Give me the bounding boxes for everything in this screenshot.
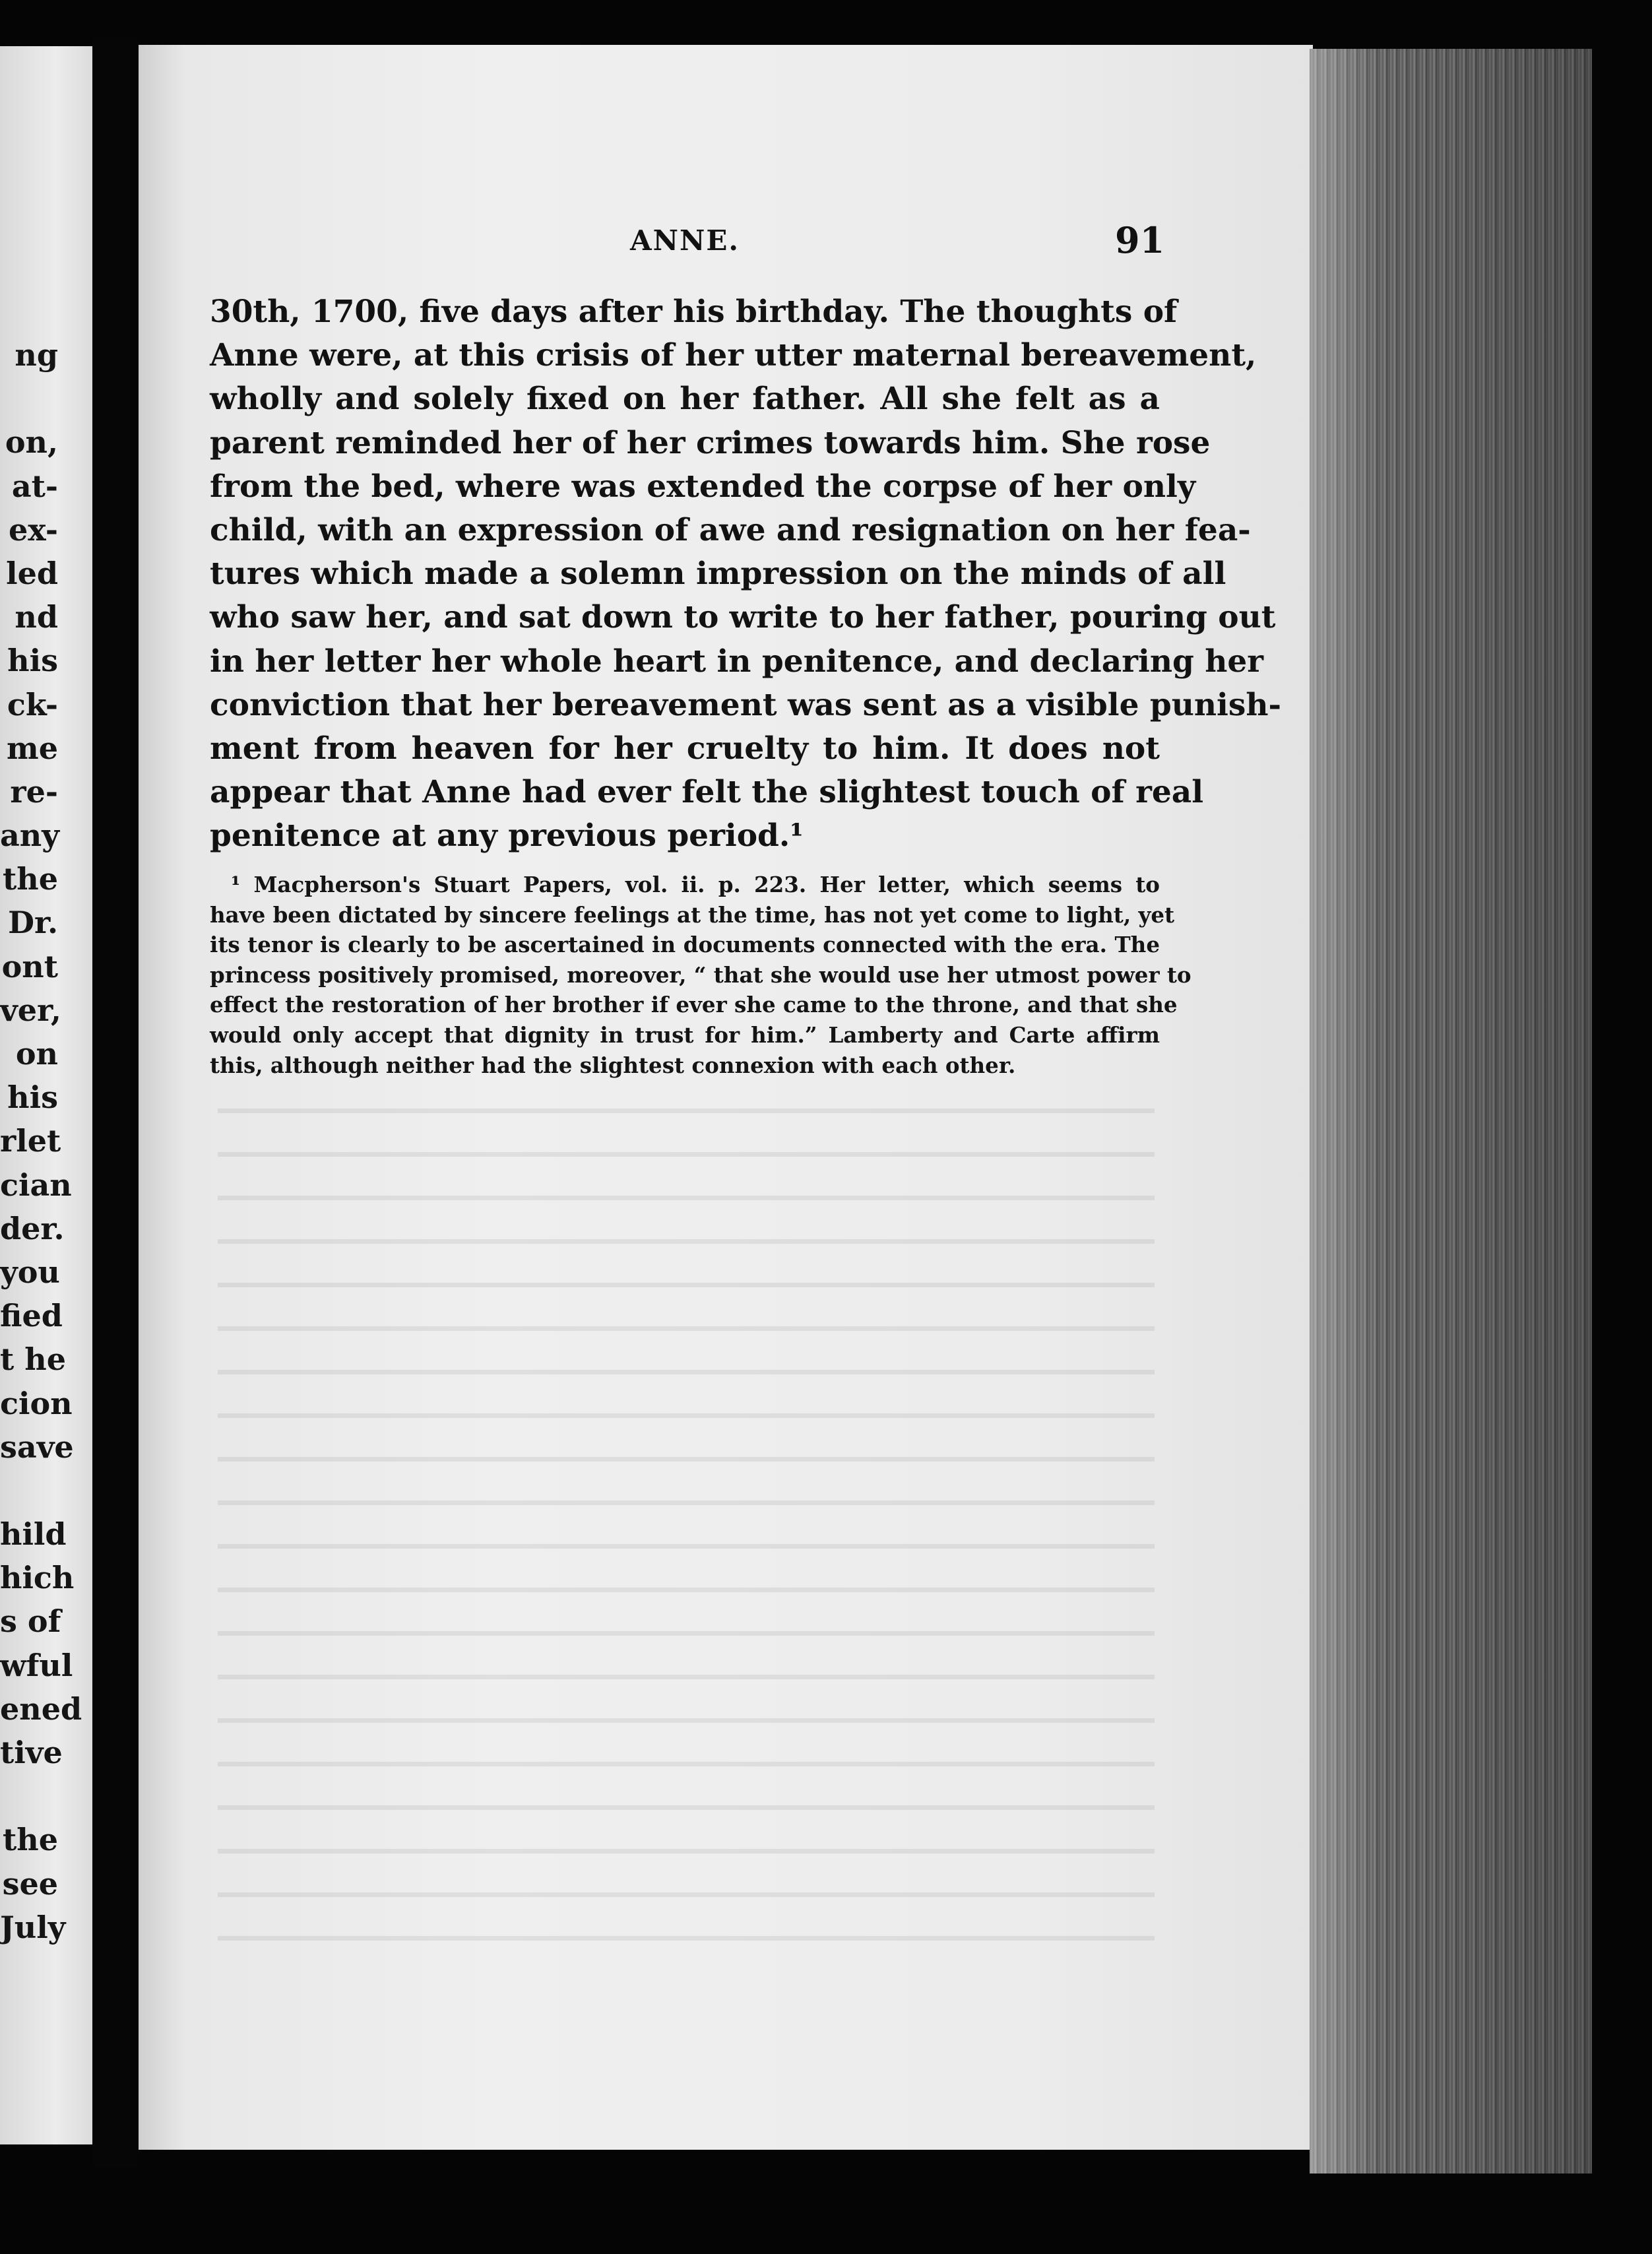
left-page-text-fragments (0, 333, 82, 1949)
footnote (210, 870, 1191, 1080)
footnote-line: ¹ Macpherson's Stuart Papers, vol. ii. p. 223. Her letter, which seems to (231, 872, 1160, 897)
left-page-fragment: ck- (7, 686, 58, 723)
left-page-fragment: the (3, 1822, 58, 1858)
left-page-fragment: me (7, 730, 58, 766)
body-line: penitence at any previous period.¹ (210, 818, 804, 854)
left-page-fragment (0, 377, 58, 420)
body-line: 30th, 1700, five days after his birthday. The thoughts of (210, 294, 1178, 330)
left-page-fragment: fied (0, 1298, 63, 1334)
left-page-fragment: der. (0, 1210, 65, 1246)
left-page-fragment (0, 1469, 58, 1512)
body-line: from the bed, where was extended the corpse of her only (210, 468, 1196, 505)
running-head: ANNE. (630, 224, 740, 257)
left-page-fragment: ver, (0, 992, 61, 1028)
footnote-line: would only accept that dignity in trust for him.” Lamberty and Carte affirm (210, 1021, 1160, 1048)
left-page-fragment: led (6, 555, 58, 591)
left-page-fragment: July (0, 1909, 66, 1945)
left-page-fragment: Dr. (8, 905, 58, 941)
left-page-fragment: hild (0, 1516, 67, 1553)
left-page-fragment: save (0, 1429, 74, 1465)
left-page-fragment: rlet (0, 1123, 61, 1159)
footnote-line: have been dictated by sincere feelings at the time, has not yet come to light, yet (210, 901, 1175, 928)
footnote-line: effect the restoration of her brother if ever she came to the throne, and that she (210, 992, 1178, 1018)
left-page-fragment: see (2, 1865, 58, 1902)
body-line: appear that Anne had ever felt the slightest touch of real (210, 774, 1204, 811)
left-page-fragment: s of (0, 1603, 61, 1640)
footnote-line: this, although neither had the slightest connexion with each other. (210, 1052, 1016, 1078)
left-page-fragment: ng (15, 337, 58, 373)
left-page-fragment: nd (15, 599, 58, 635)
left-page-fragment: ened (0, 1690, 82, 1727)
footnote-line: princess positively promised, moreover, “ that she would use her utmost power to (210, 961, 1191, 988)
body-line: child, with an expression of awe and resignation on her fea- (210, 511, 1251, 548)
show-through-text (218, 1082, 1155, 1947)
left-page-fragment: his (7, 643, 58, 679)
left-page-fragment: any (0, 818, 59, 854)
body-paragraph (210, 290, 1282, 858)
left-page-fragment: t he (0, 1341, 66, 1378)
footnote-line: its tenor is clearly to be ascertained in documents connected with the era. The (210, 932, 1160, 958)
left-page-fragment: you (0, 1254, 60, 1290)
left-page-fragment: cion (0, 1385, 73, 1421)
left-page-fragment: his (7, 1079, 58, 1116)
body-line: who saw her, and sat down to write to her father, pouring out (210, 599, 1276, 636)
left-page-fragment: the (3, 861, 58, 897)
left-page-fragment: ex- (9, 511, 58, 548)
left-page-fragment (0, 1774, 58, 1818)
left-page-fragment: tive (0, 1735, 63, 1770)
body-line: tures which made a solemn impression on the minds of all (210, 556, 1226, 593)
page-number: 91 (1115, 219, 1165, 261)
left-page-fragment: cian (0, 1167, 72, 1203)
body-line: parent reminded her of her crimes towards him. She rose (210, 424, 1211, 461)
body-line: wholly and solely fixed on her father. All she felt as a (210, 381, 1160, 418)
page-edges (1310, 49, 1592, 2174)
body-line: conviction that her bereavement was sent as a visible punish- (210, 686, 1282, 723)
left-page-fragment: re- (10, 773, 58, 810)
left-page-fragment: ont (1, 948, 58, 984)
left-page-fragment: wful (0, 1647, 73, 1683)
body-line: in her letter her whole heart in penitence, and declaring her (210, 643, 1264, 680)
book-gutter (92, 36, 139, 2168)
body-line: ment from heaven for her cruelty to him. It does not (210, 730, 1160, 767)
body-line: Anne were, at this crisis of her utter maternal bereavement, (210, 337, 1257, 374)
left-page-fragment: on, (5, 424, 58, 461)
left-page-fragment: hich (0, 1560, 75, 1596)
left-page-fragment: on (15, 1036, 58, 1072)
left-facing-page (0, 46, 92, 2144)
left-page-fragment: at- (11, 468, 58, 504)
